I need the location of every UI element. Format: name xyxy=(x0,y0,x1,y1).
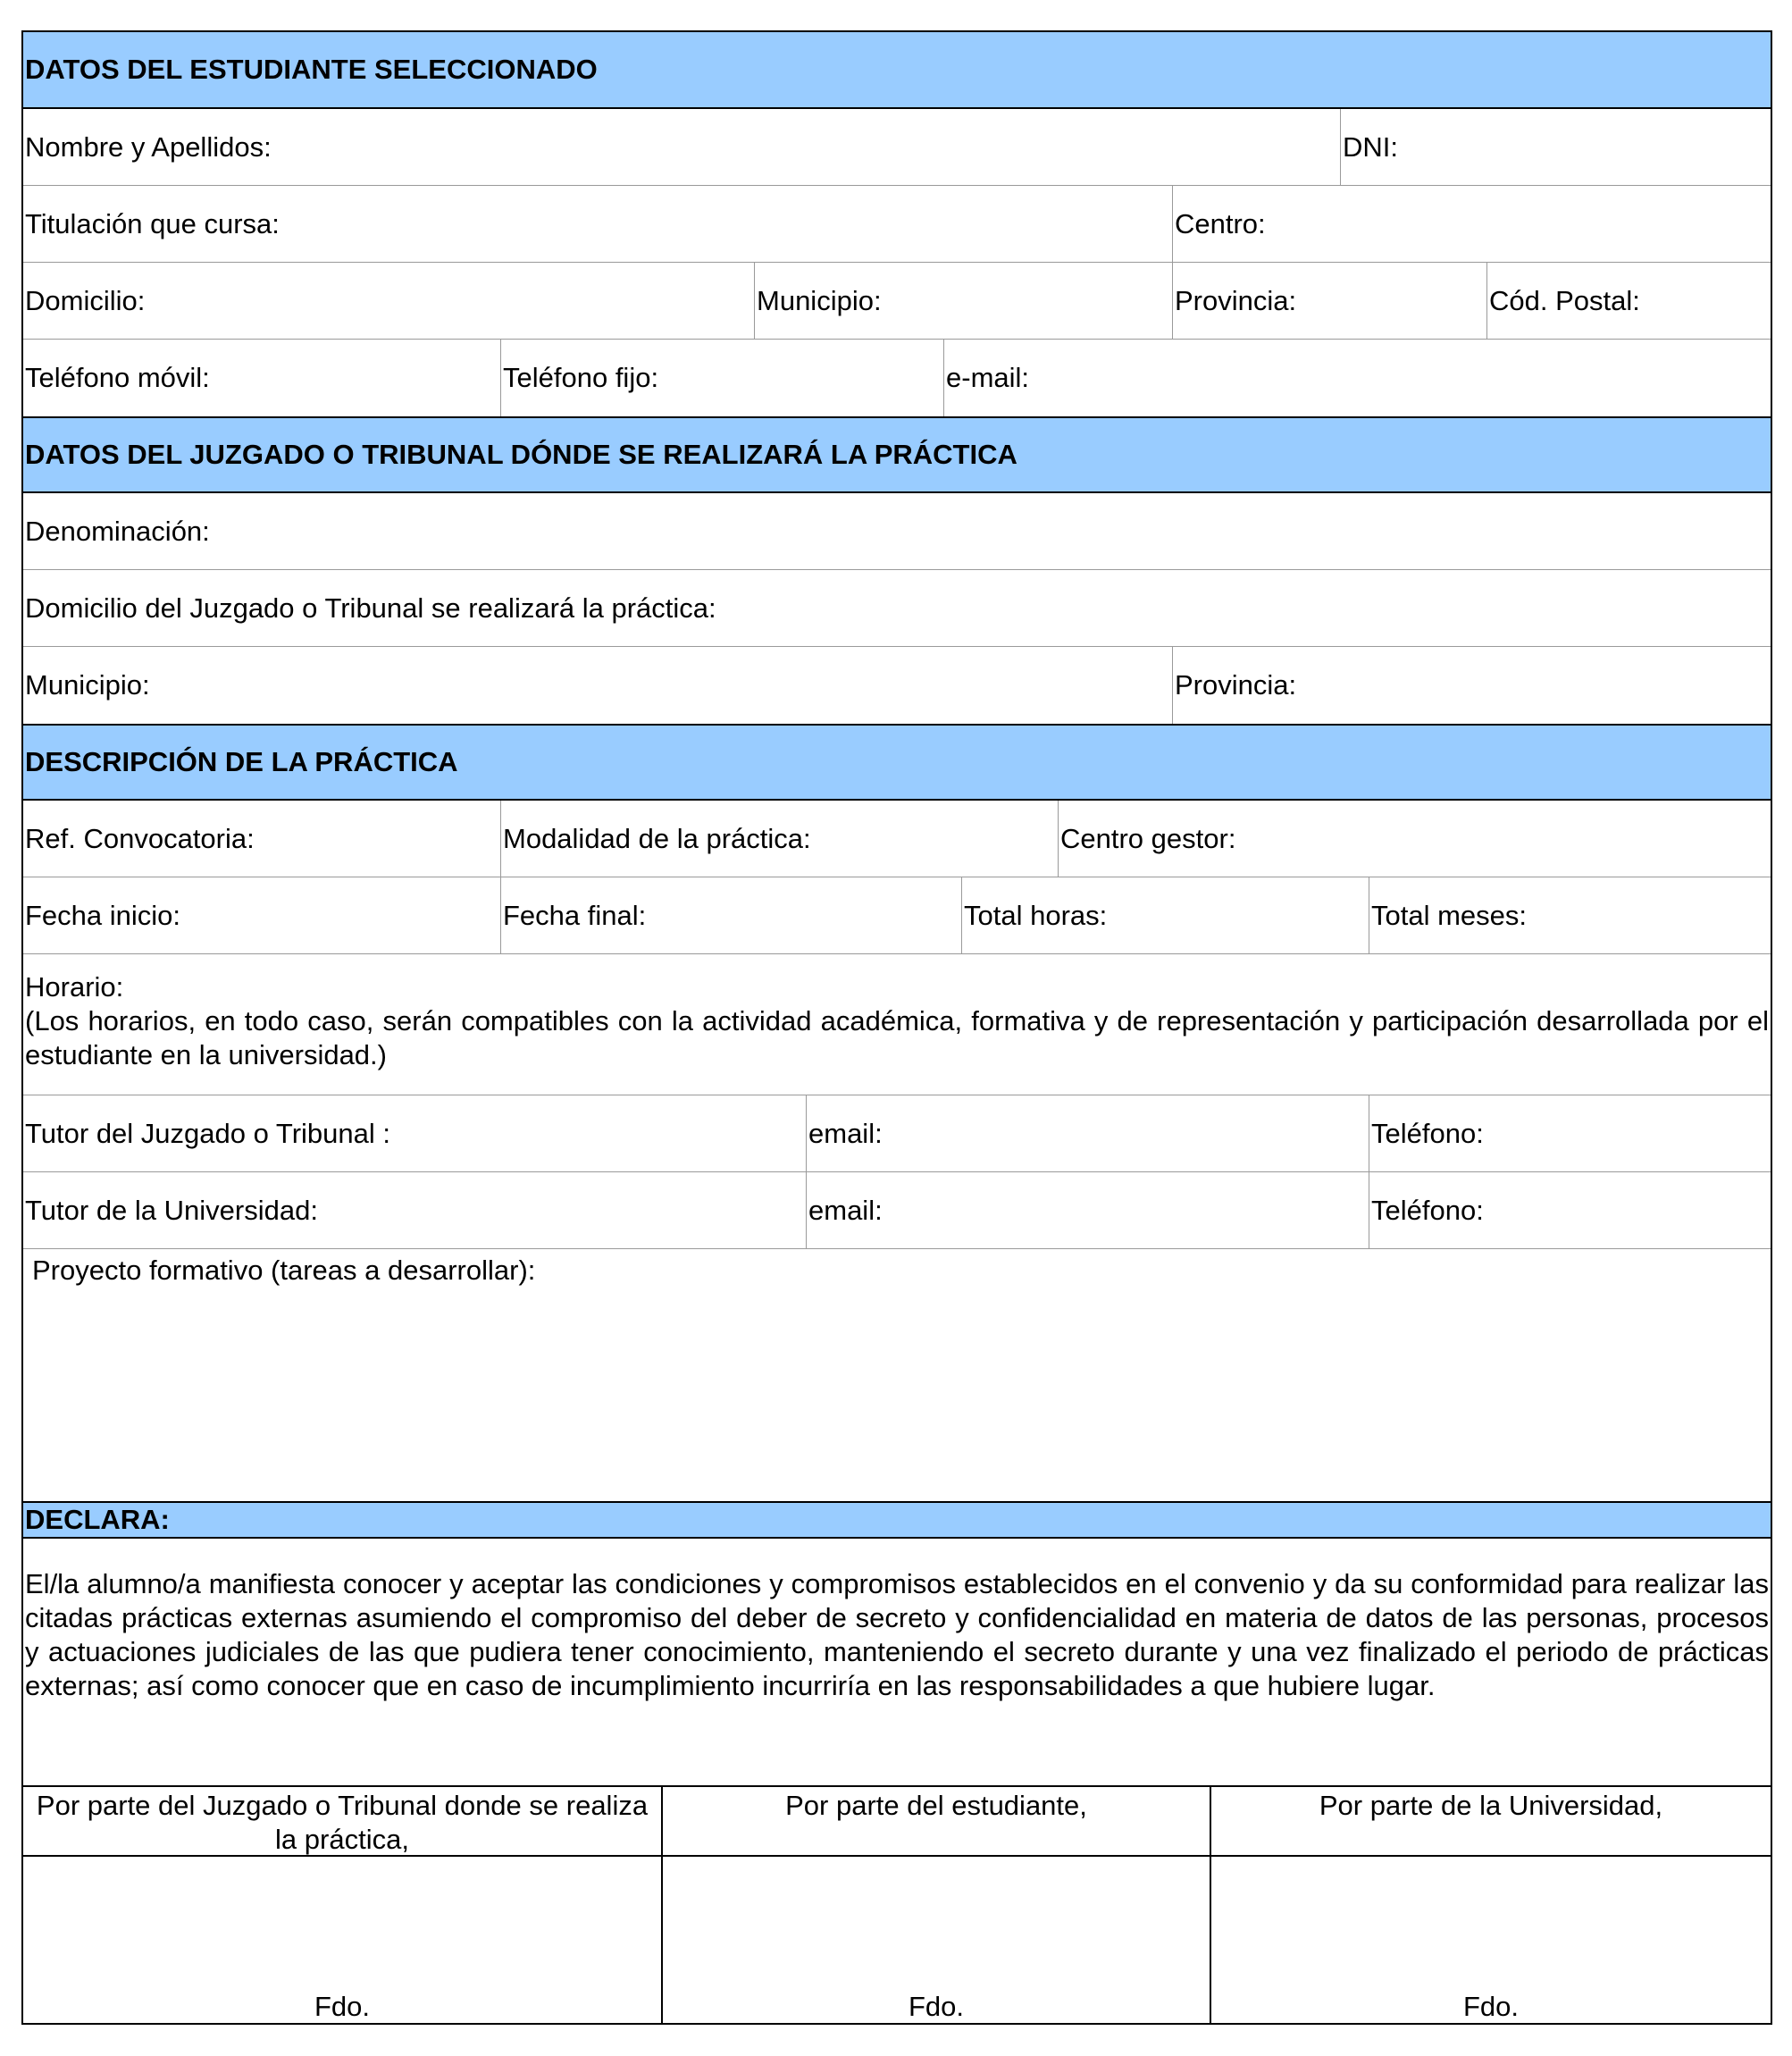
email-field[interactable] xyxy=(943,340,1771,416)
court-tutor-email-label: email: xyxy=(808,1117,883,1149)
uni-tutor-field[interactable] xyxy=(23,1172,806,1248)
mobile-phone-label: Teléfono móvil: xyxy=(25,362,210,393)
address-label: Domicilio: xyxy=(25,284,146,316)
court-name-row xyxy=(23,493,1771,570)
declaration-header: DECLARA: xyxy=(23,1501,1771,1539)
training-project-label: Proyecto formativo (tareas a desarrollar): xyxy=(32,1255,536,1286)
total-months-field[interactable] xyxy=(1369,877,1771,953)
student-signature-heading: Por parte del estudiante, xyxy=(661,1787,1210,1857)
court-tutor-label: Tutor del Juzgado o Tribunal : xyxy=(25,1117,390,1149)
court-municipality-field[interactable] xyxy=(23,647,1172,724)
schedule-note: (Los horarios, en todo caso, serán compatibles con la actividad académica, formativa y de representación y participación desarrollada por el estudiante en la universidad.) xyxy=(25,1005,1769,1070)
practice-section-header: DESCRIPCIÓN DE LA PRÁCTICA xyxy=(23,724,1771,801)
dni-field[interactable] xyxy=(1340,109,1771,185)
university-signature-heading: Por parte de la Universidad, xyxy=(1210,1787,1771,1857)
court-name-label: Denominación: xyxy=(25,515,210,547)
court-tutor-email-field[interactable] xyxy=(806,1095,1369,1171)
court-section-header: DATOS DEL JUZGADO O TRIBUNAL DÓNDE SE REALIZARÁ LA PRÁCTICA xyxy=(23,416,1771,493)
uni-tutor-label: Tutor de la Universidad: xyxy=(25,1194,318,1226)
practice-form xyxy=(21,30,1772,2025)
center-label: Centro: xyxy=(1175,207,1266,239)
postal-code-label: Cód. Postal: xyxy=(1489,284,1640,316)
municipality-label: Municipio: xyxy=(757,284,882,316)
municipality-field[interactable] xyxy=(754,263,1172,339)
province-field[interactable] xyxy=(1172,263,1486,339)
court-address-field[interactable] xyxy=(23,570,1771,646)
uni-tutor-phone-field[interactable] xyxy=(1369,1172,1771,1248)
total-months-label: Total meses: xyxy=(1371,899,1528,931)
court-tutor-phone-field[interactable] xyxy=(1369,1095,1771,1171)
uni-tutor-phone-label: Teléfono: xyxy=(1371,1194,1484,1226)
mobile-phone-field[interactable] xyxy=(23,340,500,416)
university-fdo-label: Fdo. xyxy=(1462,1991,1520,2022)
court-municipality-label: Municipio: xyxy=(25,669,150,701)
total-hours-label: Total horas: xyxy=(964,899,1108,931)
end-date-field[interactable] xyxy=(500,877,961,953)
managing-center-label: Centro gestor: xyxy=(1060,822,1236,854)
name-field[interactable] xyxy=(23,109,1340,185)
ref-field[interactable] xyxy=(23,801,500,877)
practice-ref-row xyxy=(23,801,1771,877)
declaration-text: El/la alumno/a manifiesta conocer y aceptar las condiciones y compromisos establecidos en el convenio y da su conformidad para realizar las citadas prácticas externas asumiendo el compromiso del deber de secreto y confidencialidad en materia de datos de las personas, procesos y actuaciones judiciales de las que pudiera tener conocimiento, manteniendo el secreto durante y una vez finalizado el periodo de prácticas externas; así como conocer que en caso de incumplimiento incurriría en las responsabilidades a que hubiere lugar. xyxy=(25,1568,1769,1701)
student-section-header: DATOS DEL ESTUDIANTE SELECCIONADO xyxy=(23,32,1771,109)
court-signature-box[interactable] xyxy=(23,1857,661,2025)
student-name-row xyxy=(23,109,1771,186)
name-label: Nombre y Apellidos: xyxy=(25,130,272,163)
ref-label: Ref. Convocatoria: xyxy=(25,822,255,854)
total-hours-field[interactable] xyxy=(961,877,1369,953)
uni-tutor-email-field[interactable] xyxy=(806,1172,1369,1248)
dni-label: DNI: xyxy=(1343,130,1398,163)
signature-table xyxy=(23,1785,1771,2025)
start-date-field[interactable] xyxy=(23,877,500,953)
court-address-label: Domicilio del Juzgado o Tribunal se realizará la práctica: xyxy=(25,592,716,624)
landline-phone-label: Teléfono fijo: xyxy=(503,362,659,393)
court-tutor-row xyxy=(23,1095,1771,1172)
province-label: Provincia: xyxy=(1175,284,1297,316)
mode-field[interactable] xyxy=(500,801,1058,877)
mode-label: Modalidad de la práctica: xyxy=(503,822,811,854)
uni-tutor-row xyxy=(23,1172,1771,1249)
schedule-label: Horario: xyxy=(25,971,124,1003)
practice-dates-row xyxy=(23,877,1771,954)
degree-field[interactable] xyxy=(23,186,1172,262)
uni-tutor-email-label: email: xyxy=(808,1194,883,1226)
email-label: e-mail: xyxy=(946,362,1030,393)
degree-label: Titulación que cursa: xyxy=(25,207,280,239)
schedule-field[interactable] xyxy=(23,954,1771,1095)
student-degree-row xyxy=(23,186,1771,263)
court-tutor-phone-label: Teléfono: xyxy=(1371,1117,1484,1149)
address-field[interactable] xyxy=(23,263,754,339)
court-signature-heading: Por parte del Juzgado o Tribunal donde se realiza la práctica, xyxy=(23,1787,661,1857)
court-location-row xyxy=(23,647,1771,724)
student-contact-row xyxy=(23,340,1771,416)
court-address-row xyxy=(23,570,1771,647)
center-field[interactable] xyxy=(1172,186,1771,262)
student-fdo-label: Fdo. xyxy=(908,1991,965,2022)
court-province-label: Provincia: xyxy=(1175,669,1297,701)
court-name-field[interactable] xyxy=(23,493,1771,569)
student-signature-box[interactable] xyxy=(661,1857,1210,2025)
court-tutor-field[interactable] xyxy=(23,1095,806,1171)
court-fdo-label: Fdo. xyxy=(314,1991,371,2022)
managing-center-field[interactable] xyxy=(1058,801,1771,877)
start-date-label: Fecha inicio: xyxy=(25,899,181,931)
student-address-row xyxy=(23,263,1771,340)
training-project-field[interactable] xyxy=(23,1249,1771,1501)
court-province-field[interactable] xyxy=(1172,647,1771,724)
end-date-label: Fecha final: xyxy=(503,899,647,931)
postal-code-field[interactable] xyxy=(1486,263,1771,339)
landline-phone-field[interactable] xyxy=(500,340,943,416)
university-signature-box[interactable] xyxy=(1210,1857,1771,2025)
